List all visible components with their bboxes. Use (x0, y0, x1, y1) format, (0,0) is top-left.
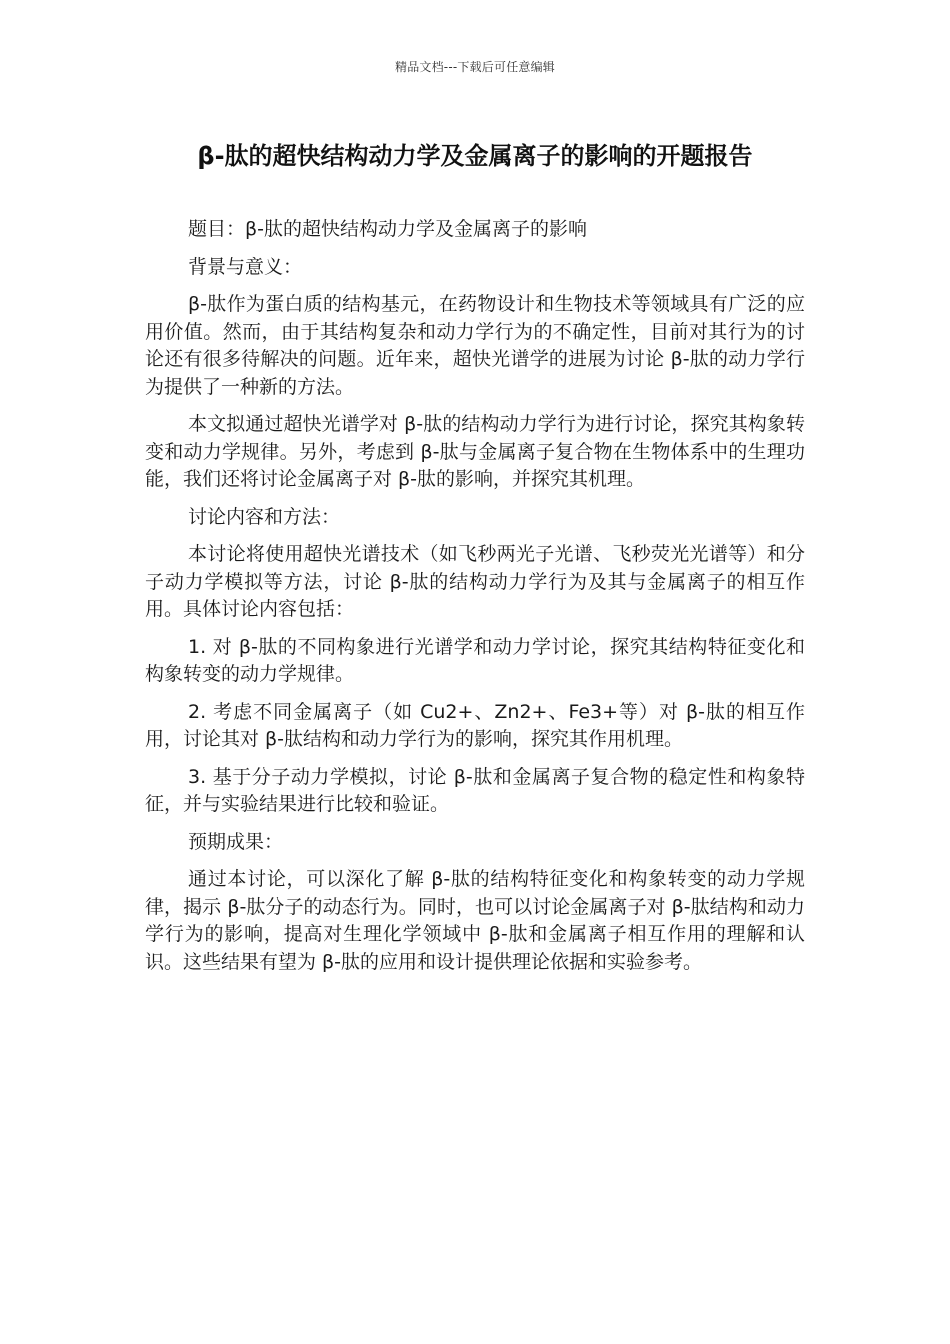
list-item-1: 1. 对 β-肽的不同构象进行光谱学和动力学讨论，探究其结构特征变化和构象转变的动力学规律。 (145, 635, 805, 685)
paragraph-purpose: 本文拟通过超快光谱学对 β-肽的结构动力学行为进行讨论，探究其构象转变和动力学规律。另外，考虑到 β-肽与金属离子复合物在生物体系中的生理功能，我们还将讨论金属离子对 β-肽的影响，并探究其机理。 (145, 413, 805, 490)
section-heading-background: 背景与意义： (188, 255, 303, 278)
section-heading-methods: 讨论内容和方法： (188, 505, 341, 528)
list-item-2: 2. 考虑不同金属离子（如 Cu2+、Zn2+、Fe3+等）对 β-肽的相互作用，讨论其对 β-肽结构和动力学行为的影响，探究其作用机理。 (145, 700, 805, 750)
paragraph-background: β-肽作为蛋白质的结构基元，在药物设计和生物技术等领域具有广泛的应用价值。然而，由于其结构复杂和动力学行为的不确定性，目前对其行为的讨论还有很多待解决的问题。近年来，超快光谱学的进展为讨论 β-肽的动力学行为提供了一种新的方法。 (145, 293, 805, 398)
header-note: 精品文档---下载后可任意编辑 (395, 60, 555, 74)
paragraph-methods: 本讨论将使用超快光谱技术（如飞秒两光子光谱、飞秒荧光光谱等）和分子动力学模拟等方法，讨论 β-肽的结构动力学行为及其与金属离子的相互作用。具体讨论内容包括： (145, 543, 805, 620)
document-title: β-肽的超快结构动力学及金属离子的影响的开题报告 (197, 142, 753, 170)
list-item-3: 3. 基于分子动力学模拟，讨论 β-肽和金属离子复合物的稳定性和构象特征，并与实验结果进行比较和验证。 (145, 765, 805, 815)
document-body (145, 216, 805, 986)
paragraph-outcomes: 通过本讨论，可以深化了解 β-肽的结构特征变化和构象转变的动力学规律，揭示 β-肽分子的动态行为。同时，也可以讨论金属离子对 β-肽结构和动力学行为的影响，提高对生理化学领域中 β-肽和金属离子相互作用的理解和认识。这些结果有望为 β-肽的应用和设计提供理论依据和实验参考。 (145, 868, 805, 973)
section-heading-outcomes: 预期成果： (188, 830, 284, 853)
topic-line: 题目：β-肽的超快结构动力学及金属离子的影响 (188, 218, 587, 240)
